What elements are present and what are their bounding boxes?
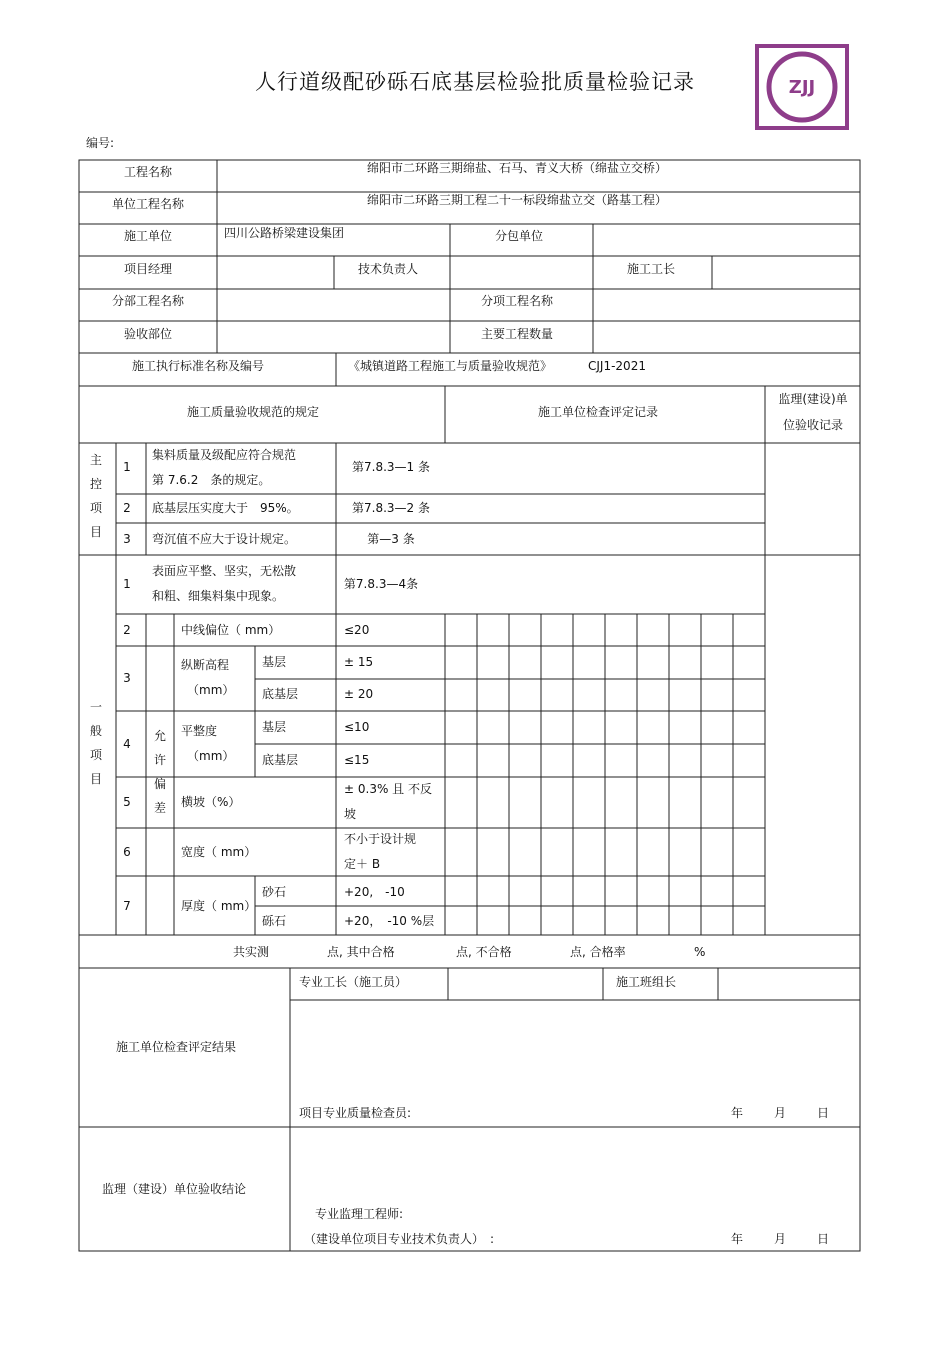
supervisor-result-label: 监理（建设）单位验收结论 [101, 1182, 247, 1196]
standard-code: CJJ1-2021 [588, 359, 646, 373]
row-4-name-2: （mm） [187, 749, 235, 763]
row-4-sub-2: 底基层 [262, 753, 299, 767]
row-4-value-2: ≤15 [344, 753, 370, 767]
main-item-2-clause: 第7.8.3—2 条 [352, 501, 430, 515]
subcontractor-label: 分包单位 [494, 229, 544, 243]
row-5-name: 横坡（%） [181, 795, 241, 809]
row-3-value-2: ± 20 [344, 687, 374, 701]
owner-representative-label: （建设单位项目专业技术负责人） : [304, 1232, 495, 1246]
row-4-name-1: 平整度 [181, 724, 218, 738]
quality-inspector-label: 项目专业质量检查员: [299, 1106, 412, 1120]
supervisor-date-month: 月 [774, 1232, 787, 1246]
company-logo [755, 44, 849, 130]
summary-rate: 点, 合格率 [570, 945, 626, 959]
contractor-date-month: 月 [774, 1106, 787, 1120]
general-item-1-text-2: 和粗、细集料集中现象。 [152, 589, 285, 603]
row-5-no: 5 [123, 795, 131, 809]
summary-total: 共实测 [233, 945, 270, 959]
main-item-1-no: 1 [123, 460, 131, 474]
team-leader-label: 施工班组长 [616, 975, 677, 989]
contractor-value: 四川公路桥梁建设集团 [224, 226, 345, 240]
row-7-sub-2: 砾石 [262, 914, 287, 928]
supervisor-record-heading-2: 位验收记录 [782, 418, 844, 432]
general-item-1-no: 1 [123, 577, 131, 591]
quantity-label: 主要工程数量 [480, 327, 554, 341]
row-7-value-2: +20， -10 %层 [344, 914, 435, 928]
location-label: 验收部位 [123, 327, 173, 341]
supervisor-date-year: 年 [731, 1232, 744, 1246]
row-3-sub-2: 底基层 [262, 687, 299, 701]
main-item-1-text-1: 集料质量及级配应符合规范 [152, 448, 297, 462]
row-6-value-1: 不小于设计规 [344, 832, 417, 846]
row-2-no: 2 [123, 623, 131, 637]
row-4-no: 4 [123, 737, 131, 751]
project-manager-label: 项目经理 [123, 262, 173, 276]
general-item-1-clause: 第7.8.3—4条 [343, 577, 419, 591]
summary-unqualified: 点, 不合格 [456, 945, 512, 959]
main-control-label: 主控项目 [89, 453, 102, 539]
row-2-value: ≤20 [344, 623, 370, 637]
tolerance-label: 允许偏差 [153, 729, 166, 815]
row-4-value-1: ≤10 [344, 720, 370, 734]
row-7-value-1: +20, -10 [344, 885, 405, 899]
general-items-label: 一般项目 [89, 700, 102, 786]
contractor-result-label: 施工单位检查评定结果 [115, 1040, 237, 1054]
tech-lead-label: 技术负责人 [357, 262, 419, 276]
row-2-name: 中线偏位（ mm） [181, 623, 281, 637]
unit-project-label: 单位工程名称 [111, 197, 185, 211]
standard-value: 《城镇道路工程施工与质量验收规范》 [348, 359, 553, 373]
svg-text:ZJJ: ZJJ [788, 77, 816, 98]
row-7-no: 7 [123, 899, 131, 913]
row-6-no: 6 [123, 845, 131, 859]
contractor-record-heading: 施工单位检查评定记录 [537, 405, 659, 419]
serial-number-label: 编号: [86, 136, 115, 150]
row-3-value-1: ± 15 [344, 655, 374, 669]
row-5-value-2: 坡 [344, 807, 357, 821]
project-name-value: 绵阳市二环路三期绵盐、石马、青义大桥（绵盐立交桥） [366, 161, 668, 175]
main-item-1-text-2: 第 7.6.2 条的规定。 [152, 473, 271, 487]
division-label: 分部工程名称 [111, 294, 185, 308]
row-7-name: 厚度（ mm） [181, 899, 257, 913]
main-item-2-no: 2 [123, 501, 131, 515]
summary-percent: % [694, 945, 706, 959]
project-name-label: 工程名称 [123, 165, 173, 179]
standard-label: 施工执行标准名称及编号 [131, 359, 265, 373]
main-item-3-text: 弯沉值不应大于设计规定。 [152, 532, 297, 546]
main-item-1-clause: 第7.8.3—1 条 [352, 460, 430, 474]
supervising-engineer-label: 专业监理工程师: [315, 1207, 404, 1221]
row-7-sub-1: 砂石 [262, 885, 287, 899]
row-3-name-2: （mm） [187, 683, 235, 697]
row-5-value-1: ± 0.3% 且 不反 [344, 782, 432, 796]
row-6-name: 宽度（ mm） [181, 845, 257, 859]
row-3-name-1: 纵断高程 [181, 658, 230, 672]
row-6-value-2: 定＋ B [344, 857, 381, 871]
contractor-label: 施工单位 [123, 229, 173, 243]
general-item-1-text-1: 表面应平整、坚实，无松散 [152, 564, 297, 578]
contractor-date-year: 年 [731, 1106, 744, 1120]
spec-heading: 施工质量验收规范的规定 [186, 405, 320, 419]
row-3-no: 3 [123, 671, 131, 685]
unit-project-value: 绵阳市二环路三期工程二十一标段绵盐立交（路基工程） [366, 193, 668, 207]
main-item-3-no: 3 [123, 532, 131, 546]
main-item-3-clause: 第—3 条 [367, 532, 415, 546]
foreman-label: 施工工长 [626, 262, 676, 276]
subitem-label: 分项工程名称 [480, 294, 554, 308]
main-item-2-text: 底基层压实度大于 95%。 [152, 501, 299, 515]
contractor-date-day: 日 [817, 1106, 830, 1120]
row-4-sub-1: 基层 [262, 720, 287, 734]
supervisor-record-heading-1: 监理(建设)单 [778, 392, 848, 406]
supervisor-date-day: 日 [817, 1232, 830, 1246]
document-title: 人行道级配砂砾石底基层检验批质量检验记录 [255, 70, 695, 94]
summary-qualified: 点, 其中合格 [327, 945, 395, 959]
specialist-label: 专业工长（施工员） [299, 975, 408, 989]
row-3-sub-1: 基层 [262, 655, 287, 669]
